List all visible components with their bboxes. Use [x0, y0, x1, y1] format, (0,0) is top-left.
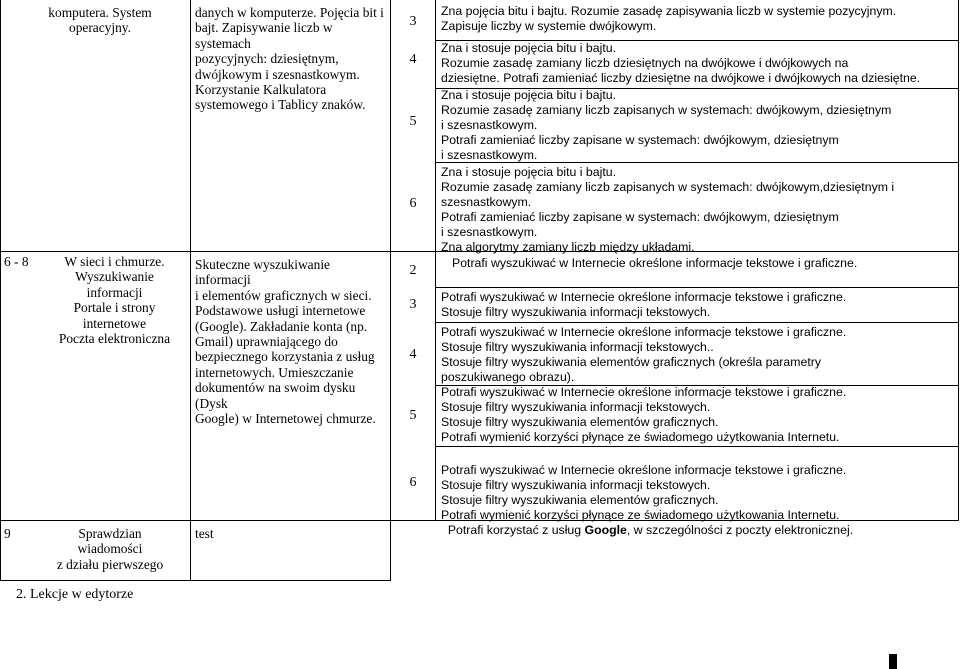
google-bold: Google: [584, 523, 627, 538]
requirements-grade-3: Zna pojęcia bitu i bajtu. Rozumie zasadę zapisywania liczb w systemie pozycyjnym. Zapisuje liczby w systemie dwójkowym.: [441, 4, 897, 34]
lesson-number-row2: 6 - 8: [4, 254, 29, 269]
requirements-grade-3-internet: Potrafi wyszukiwać w Internecie określone informacje tekstowe i graficzne. Stosuje filtry wyszukiwania informacji tekstowych.: [441, 290, 847, 320]
requirements-grade-2-internet: Potrafi wyszukiwać w Internecie określone informacje tekstowe i graficzne.: [452, 256, 858, 270]
grade-2: 2: [409, 263, 417, 278]
cursor-mark: [889, 654, 897, 669]
requirements-grade-6-lines: Potrafi wyszukiwać w Internecie określone informacje tekstowe i graficzne. Stosuje filtry wyszukiwania informacji tekstowych. Stosuje filtry wyszukiwania elementów graficznych. Potrafi wymienić korzyści płynące ze świadomego użytkowania Internetu.: [441, 463, 847, 523]
requirements-grade-6: Zna i stosuje pojęcia bitu i bajtu. Rozumie zasadę zamiany liczb zapisanych w systemach: dwójkowym,dziesiętnym i szesnastkowym. Potrafi zamieniać liczby zapisane w systemach: dwójkowym, dziesiętnym i szesnastkowym. Zna algorytmy zamiany liczb między układami.: [441, 165, 895, 255]
requirements-grade-6-last-post: , w szczególności z poczty elektronicznej.: [626, 523, 854, 538]
grade-6: 6: [409, 196, 417, 211]
content-row3: test: [195, 526, 214, 541]
requirements-grade-4: Zna i stosuje pojęcia bitu i bajtu. Rozumie zasadę zamiany liczb dziesiętnych na dwójkowe i dwójkowych na dziesiętne. Potrafi zamieniać liczby dziesiętne na dwójkowe i dwójkowych na dziesiętne.: [441, 41, 921, 86]
requirements-grade-5-internet: Potrafi wyszukiwać w Internecie określone informacje tekstowe i graficzne. Stosuje filtry wyszukiwania informacji tekstowych. Stosuje filtry wyszukiwania elementów graficznych. Potrafi wymienić korzyści płynące ze świadomego użytkowania Internetu.: [441, 385, 847, 445]
grade-5: 5: [409, 114, 417, 129]
requirements-grade-6-last-pre: Potrafi korzystać z usług: [441, 523, 585, 538]
grade-3: 3: [409, 297, 417, 312]
section-heading: 2. Lekcje w edytorze: [16, 587, 134, 602]
requirements-grade-5: Zna i stosuje pojęcia bitu i bajtu. Rozumie zasadę zamiany liczb zapisanych w systemach: dwójkowym, dziesiętnym i szesnastkowym. Potrafi zamieniać liczby zapisane w systemach: dwójkowym, dziesiętnym i szesnastkowym.: [441, 88, 892, 163]
grade-4: 4: [409, 347, 417, 362]
topic-row3: Sprawdzian wiadomości z działu pierwszego: [56, 526, 164, 572]
grade-3: 3: [409, 14, 417, 29]
grade-4: 4: [409, 52, 417, 67]
topic-row2: W sieci i chmurze. Wyszukiwanie informacji Portale i strony internetowe Poczta elektroniczna: [58, 254, 171, 347]
grade-5: 5: [409, 408, 417, 423]
requirements-grade-4-internet: Potrafi wyszukiwać w Internecie określone informacje tekstowe i graficzne. Stosuje filtry wyszukiwania informacji tekstowych.. Stosuje filtry wyszukiwania elementów graficznych (określa parametry poszukiwanego obrazu).: [441, 325, 847, 385]
topic-row1: komputera. System operacyjny.: [48, 5, 152, 36]
grade-6: 6: [409, 475, 417, 490]
requirements-grade-6-internet: [441, 448, 957, 539]
content-row1: danych w komputerze. Pojęcia bit i bajt. Zapisywanie liczb w systemach pozycyjnych: dziesiętnym, dwójkowym i szesnastkowym. Korzystanie Kalkulatora systemowego i Tablicy znaków.: [195, 5, 384, 113]
content-row2: Skuteczne wyszukiwanie informacji i elementów graficznych w sieci. Podstawowe usługi internetowe (Google). Zakładanie konta (np. Gmail) uprawniającego do bezpiecznego korzystania z usług internetowych. Umieszczanie dokumentów na swoim dysku (Dysk Google) w Internetowej chmurze.: [195, 257, 376, 427]
lesson-number-row3: 9: [4, 526, 11, 541]
